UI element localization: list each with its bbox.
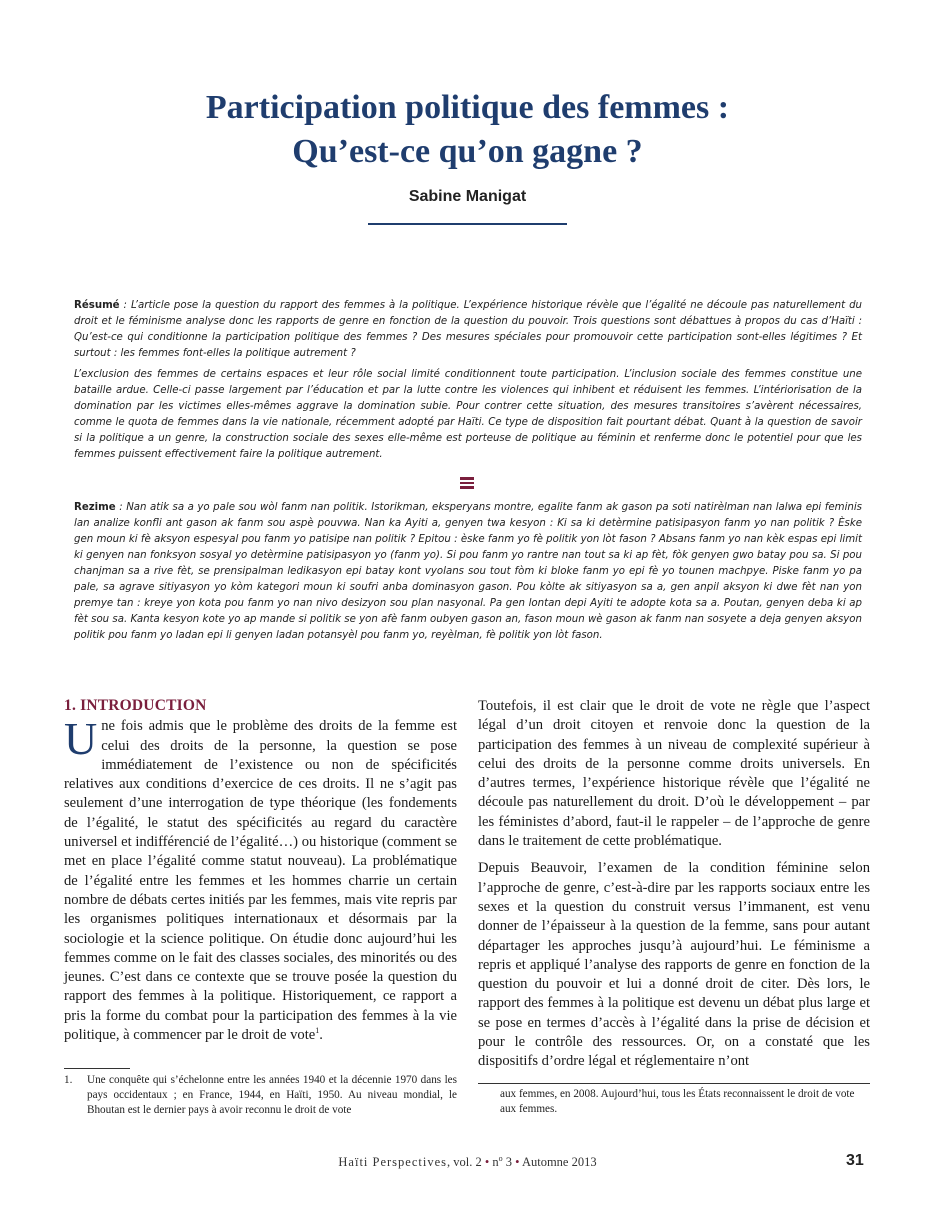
article-title-line-2: Qu’est-ce qu’on gagne ? — [292, 133, 643, 170]
page-number: 31 — [846, 1152, 864, 1169]
resume-paragraph-1 — [74, 298, 862, 362]
issue-number-label: n — [489, 1155, 499, 1169]
issue-season: Automne 2013 — [519, 1155, 597, 1169]
footnote-1-text: Une conquête qui s’échelonne entre les années 1940 et la décennie 1970 dans les pays occidentaux ; en France, 1944, en Haïti, 1950. Au niveau mondial, le Bhoutan est le dernier pays à avoir reconnu le droit de vote — [87, 1074, 457, 1116]
right-paragraph-1: Toutefois, il est clair que le droit de vote ne règle que l’aspect légal d’un droit citoyen et renvoie donc la question de la participation des femmes à un niveau de complexité supérieur à celui des droits de la personne comme droits universels. En d’autres termes, l’expérience historique révèle que l’égalité ne découle pas naturellement du droit. D’où le développement – par les féministes d’abord, faut-il le rappeler – de l’approche de genre dans le traitement de cette problématique. — [478, 698, 870, 850]
author-divider — [368, 223, 567, 225]
article-title-line-1: Participation politique des femmes : — [205, 89, 730, 126]
author-name: Sabine Manigat — [408, 188, 527, 205]
intro-paragraph — [64, 713, 457, 1045]
intro-text: ne fois admis que le problème des droits de la femme est celui des droits de la personne, la question se pose immédiatement de l’existence ou non de spécificités relatives aux conditions d’exercice de ces droits. Il ne s’agit pas seulement d’une interrogation de type théorique (les fondements de l’égalité, le statut des spécificités au regard du caractère universel et indifférencié de l’égalité…) ou historique (comment se met en place l’égalité comme statut nouveau). La problématique de l’égalité entre les femmes et les hommes charrie un certain nombre de débats certes initiés par les femmes, mais vite repris par les organismes politiques internationaux et désormais par la sociologie et la science politique. On étudie donc aujourd’hui les femmes comme on le fait des classes sociales, des minorités ou des jeunes. C’est dans ce contexte que se trouve posée la question du rapport des femmes à la politique. Historiquement, ce rapport a pris la forme du combat pour la participation des femmes à la vie politique, à commencer par le droit de vote — [64, 718, 457, 1044]
intro-text-end: . — [319, 1027, 323, 1044]
rezime-text: : Nan atik sa a yo pale sou wòl fanm nan politik. Istorikman, eksperyans montre, egalite fanm ak gason pa soti natirèlman nan lalwa epi feminis lan analize konfli ant gason ak fanm sou aspè pouvwa. Nan ka Ayiti a, genyen twa kesyon : Ki sa ki detèrmine patisipasyon fanm yo nan politik ? Èske gen moun ki fè aksyon espesyal pou fanm yo patisipe nan politik ? Epitou : èske fanm yo fè politik yon lòt fason ? Absans fanm yo nan kèk espas epi limit ki genyen nan fonksyon sosyal yo detèrmine patisipasyon yo (fanm yo). Si pou fanm yo rantre nan tout sa ki ap fèt, fòk genyen gwo batay pou sa. Si pou chanjman sa a rive fèt, se prensipalman ledikasyon epi batay kont vyolans sou tout fòm ki bloke fanm yo epi fè yo tounen machpye. Piske fanm yo pa pale, sa agrave sitiyasyon yo kòm kategori moun ki soufri anba dominasyon gason. Pou kòlte ak sitiyasyon sa a, gen anpil aksyon ki dwe fèt nan yon premye tan : kreye yon kota pou fanm yo nan nivo desizyon sou plan nasyonal. Pa gen lontan depi Ayiti te adopte kota sa a. Poutan, genyen deba ki ap fèt sou sa. Kanta kesyon kote yo ap mande si politik se yon afè fanm oubyen gason an, fason moun wè gason ak fanm nan sosyete a deja genyen aksyon politik pou fanm yo ladan epi li genyen ladan potansyèl pou fanm yo, reyèlman, fè politik yon lòt fason. — [74, 502, 862, 641]
resume-label: Résumé — [74, 300, 120, 311]
rezime-paragraph — [74, 500, 862, 644]
footer-bullet-2: • — [515, 1155, 520, 1169]
drop-cap: U — [64, 713, 98, 765]
footnote-rule-left — [64, 1068, 130, 1069]
resume-text-1: : L’article pose la question du rapport des femmes à la politique. L’expérience historique révèle que l’égalité ne découle pas naturellement du droit et le féminisme analyse donc les rapports de genre en fonction de la question du pouvoir. Trois questions sont débattues à propos du cas d’Haïti : Qu’est-ce qui conditionne la participation politique des femmes ? Des mesures spéciales pour promouvoir cette participation sont-elles légitimes ? Et surtout : les femmes font-elles la politique autrement ? — [74, 300, 862, 359]
issue-number: 3 — [502, 1155, 516, 1169]
footnote-1-number: 1. — [64, 1074, 73, 1086]
resume-paragraph-2: L’exclusion des femmes de certains espaces et leur rôle social limité conditionnent toute participation. L’inclusion sociale des femmes constitue une bataille ardue. Celle-ci passe largement par l’éducation et par la lutte contre les violences qui inhibent et réduisent les femmes. L’intériorisation de la domination par les victimes elles-mêmes aggrave la domination subie. Pour contrer cette situation, des mesures transitoires s’avèrent nécessaires, comme le quota de femmes dans la vie nationale, récemment adopté par Haïti. Ce type de disposition fait pourtant débat. Quant à la question de savoir si la politique a un genre, la construction sociale des sexes elle-même est porteuse de politique au féminin et renferme donc le potentiel pour que les femmes puissent effectivement faire la politique autrement. — [74, 369, 862, 460]
journal-name: Haïti Perspectives — [338, 1155, 447, 1169]
footnote-ref-1[interactable]: 1 — [315, 1026, 320, 1036]
three-bar-separator-icon — [460, 477, 474, 491]
issue-volume: , vol. 2 — [447, 1155, 485, 1169]
footnote-1-continued: aux femmes, en 2008. Aujourd’hui, tous les États reconnaissent le droit de vote aux femmes. — [500, 1088, 855, 1115]
page-footer — [0, 1155, 935, 1170]
footer-bullet-1: • — [484, 1155, 490, 1169]
footnote-1 — [64, 1073, 457, 1118]
article-title — [0, 86, 935, 174]
rezime-label: Rezime — [74, 502, 116, 513]
right-paragraph-2: Depuis Beauvoir, l’examen de la condition féminine selon l’approche de genre, c’est-à-dire par les rapports sociaux entre les sexes et la question du construit versus l’immanent, est venu donner de l’épaisseur à la question de la femme, sans pour autant départager les approches jusqu’à aujourd’hui. Le féminisme a repris et appliqué l’analyse des rapports de genre en fonction de la question du pouvoir et lui a donné droit de citer. Dès lors, le rapport des femmes à la politique est devenu un débat plus large et se pose en termes d’accès à l’égalité dans la prise de décision et pour le contrôle des ressources. Or, on a constaté que les dispositifs d’ordre légal et réglementaire n’ont — [478, 860, 870, 1070]
left-column — [64, 696, 457, 1053]
section-heading-introduction: 1. INTRODUCTION — [64, 697, 207, 714]
footnote-rule-right — [478, 1083, 870, 1084]
issue-number-sup: o — [498, 1153, 503, 1163]
right-column — [478, 697, 870, 1080]
